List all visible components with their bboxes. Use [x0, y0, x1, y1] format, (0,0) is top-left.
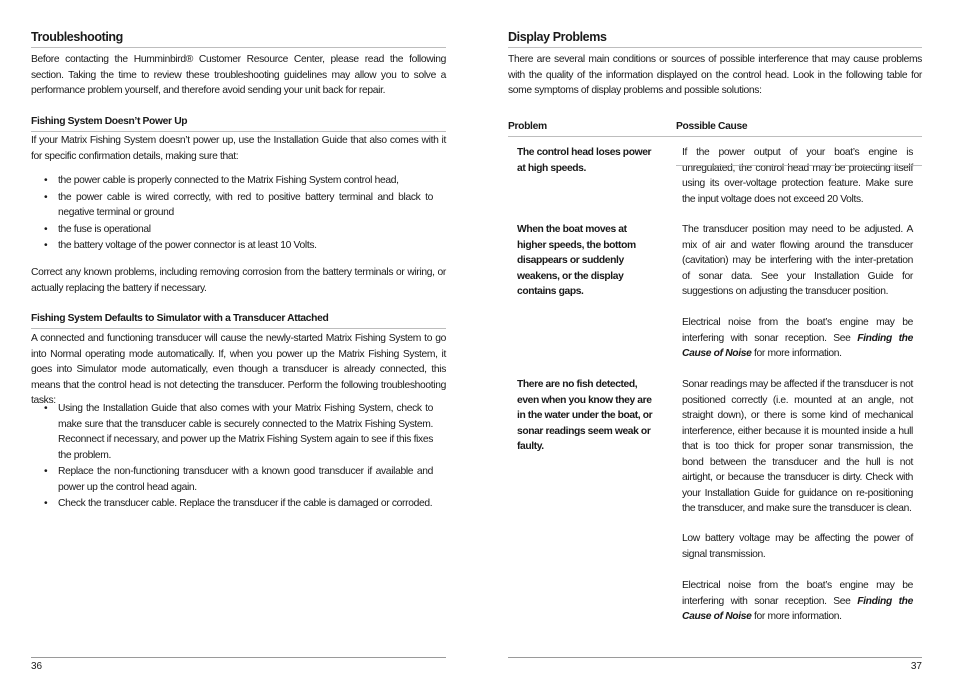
display-intro: There are several main conditions or sources of possible interference that may cause problems with the quality of the information displayed on the control head. Look in the following table for some symptoms of display problems and possible solutions: — [508, 54, 922, 96]
list-item: • Check the transducer cable. Replace the transducer if the cable is damaged or corroded. — [31, 496, 433, 512]
problem-cell: When the boat moves at higher speeds, the bottom disappears or suddenly weakens, or the display contains gaps. — [517, 224, 636, 297]
list-item: • Replace the non-functioning transducer with a known good transducer if available and power up the control head again. — [31, 464, 433, 495]
title-divider — [508, 47, 922, 48]
cause-cell: Sonar readings may be affected if the transducer is not positioned correctly (i.e. mounted at an angle, not straight down), or there is some kind of mechanical interference, either because it is mounted inside a hull that is too thick for proper sonar transmission, the bond between the transducer and the hull is not airtight, or because the transducer is dirty. Check with your Installation Guide for guidance on re-positioning the transducer, and make sure the transducer is clean. — [682, 379, 913, 514]
cause-cell: Electrical noise from the boat’s engine may be interfering with sonar reception. See Finding the Cause of Noise for more information. — [682, 317, 913, 359]
cause-column-header: Possible Cause — [676, 121, 748, 132]
page-number: 36 — [31, 661, 43, 672]
subtitle-divider — [31, 131, 446, 132]
right-page — [508, 0, 922, 689]
power-up-subtitle: Fishing System Doesn’t Power Up — [31, 116, 188, 127]
title-divider — [31, 47, 446, 48]
troubleshooting-title: Troubleshooting — [31, 30, 123, 44]
footer-divider — [508, 657, 922, 658]
problem-cell: There are no fish detected, even when you know they are in the water under the boat, or sonar readings seem weak or faulty. — [517, 379, 653, 452]
list-item: • Using the Installation Guide that also comes with your Matrix Fishing System, check to make sure that the transducer cable is securely connected to the Matrix Fishing System. Reconnect if necessary, and power up the Matrix Fishing System again to see if this fixes the problem. — [31, 401, 433, 463]
display-problems-title: Display Problems — [508, 30, 607, 44]
page-number: 37 — [910, 661, 922, 672]
list-item: • the battery voltage of the power connector is at least 10 Volts. — [31, 238, 433, 254]
row-divider — [676, 165, 922, 166]
simulator-subtitle: Fishing System Defaults to Simulator with a Transducer Attached — [31, 313, 329, 324]
list-item: • the power cable is wired correctly, with red to positive battery terminal and black to negative terminal or ground — [31, 190, 433, 221]
simulator-checklist — [31, 401, 433, 513]
cause-cell: The transducer position may need to be adjusted. A mix of air and water flowing around the transducer (cavitation) may be interfering with the inter-pretation of sonar data. See your Installation Guide for suggestions on adjusting the transducer position. — [682, 224, 913, 297]
left-page — [31, 0, 446, 689]
table-header-divider — [508, 136, 922, 137]
list-item: • the fuse is operational — [31, 222, 433, 238]
simulator-intro: A connected and functioning transducer will cause the newly-started Matrix Fishing System to go into Normal operating mode automatically. If, when you power up the Matrix Fishing System, it goes into Simulator mode automatically, even though a transducer is already connected, this means that the control head is not detecting the transducer. Perform the following troubleshooting tasks: — [31, 333, 446, 406]
intro-paragraph: Before contacting the Humminbird® Customer Resource Center, please read the following section. Taking the time to review these troubleshooting guidelines may allow you to solve a performance problem yourself, and therefore avoid sending your unit back for repair. — [31, 54, 446, 96]
problem-column-header: Problem — [508, 121, 547, 132]
power-up-outro: Correct any known problems, including removing corrosion from the battery terminals or wiring, or actually replacing the battery if necessary. — [31, 267, 446, 294]
power-up-intro: If your Matrix Fishing System doesn’t power up, use the Installation Guide that also comes with it for specific confirmation details, making sure that: — [31, 135, 446, 162]
cause-cell: If the power output of your boat’s engine is unregulated, the control head may be protecting itself using its over-voltage protection feature. Make sure the input voltage does not exceed 20 Volts. — [682, 147, 913, 205]
power-up-checklist — [31, 173, 433, 255]
subtitle-divider — [31, 328, 446, 329]
cause-cell: Low battery voltage may be affecting the power of signal transmission. — [682, 533, 913, 560]
list-item: • the power cable is properly connected to the Matrix Fishing System control head, — [31, 173, 433, 189]
noise-reference: Finding the Cause of Noise — [682, 595, 913, 622]
footer-divider — [31, 657, 446, 658]
problem-cell: The control head loses power at high speeds. — [517, 147, 652, 174]
cause-cell: Electrical noise from the boat’s engine may be interfering with sonar reception. See Finding the Cause of Noise for more information. — [682, 580, 913, 622]
noise-reference: Finding the Cause of Noise — [682, 332, 913, 359]
